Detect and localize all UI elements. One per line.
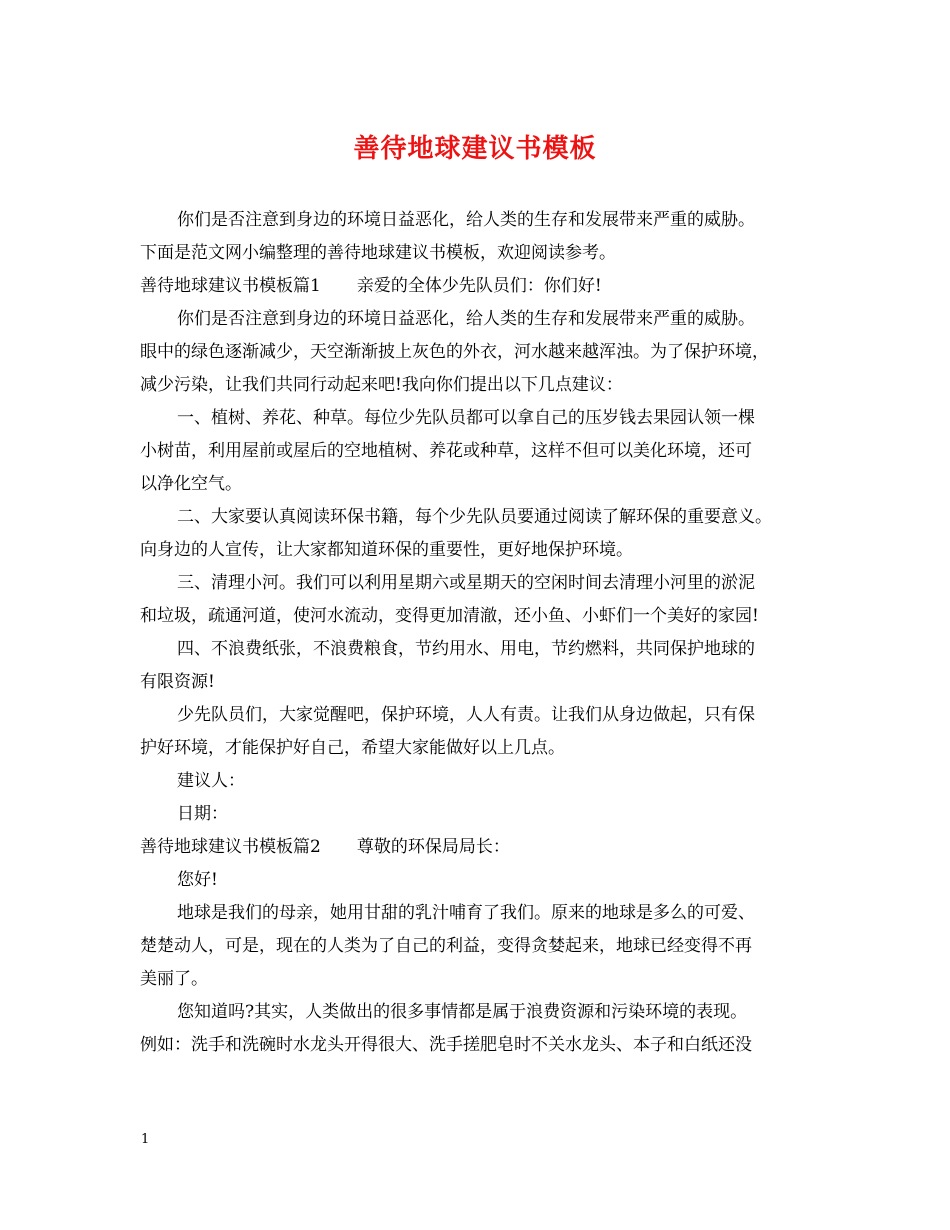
paragraph-line: 以净化空气。 <box>140 474 242 494</box>
paragraph-line: 和垃圾，疏通河道，使河水流动，变得更加清澈，还小鱼、小虾们一个美好的家园! <box>140 606 759 626</box>
document-title: 善待地球建议书模板 <box>353 134 597 164</box>
paragraph-line: 减少污染，让我们共同行动起来吧!我向你们提出以下几点建议： <box>140 375 623 395</box>
paragraph-line: 四、不浪费纸张，不浪费粮食，节约用水、用电，节约燃料，共同保护地球的 <box>177 639 755 659</box>
paragraph-line: 地球是我们的母亲，她用甘甜的乳汁哺育了我们。原来的地球是多么的可爱、 <box>177 903 755 923</box>
paragraph-line: 二、大家要认真阅读环保书籍，每个少先队员要通过阅读了解环保的重要意义。 <box>177 507 772 527</box>
paragraph-line: 小树苗，利用屋前或屋后的空地植树、养花或种草，这样不但可以美化环境，还可 <box>140 441 752 461</box>
paragraph-line: 少先队员们，大家觉醒吧，保护环境，人人有责。让我们从身边做起，只有保 <box>177 705 755 725</box>
paragraph-line: 例如：洗手和洗碗时水龙头开得很大、洗手搓肥皂时不关水龙头、本子和白纸还没 <box>140 1035 752 1055</box>
paragraph-line: 下面是范文网小编整理的善待地球建议书模板，欢迎阅读参考。 <box>140 243 616 263</box>
section-heading: 善待地球建议书模板篇1 <box>140 276 321 296</box>
paragraph-line: 护好环境，才能保护好自己，希望大家能做好以上几点。 <box>140 738 565 758</box>
paragraph-line: 美丽了。 <box>140 969 208 989</box>
paragraph-line: 你们是否注意到身边的环境日益恶化，给人类的生存和发展带来严重的威胁。 <box>177 210 755 230</box>
salutation: 尊敬的环保局局长： <box>356 837 510 857</box>
salutation: 亲爱的全体少先队员们：你们好! <box>356 276 602 296</box>
section-heading-line <box>140 831 812 864</box>
date-label: 日期： <box>177 804 228 824</box>
signature-label: 建议人： <box>177 771 245 791</box>
paragraph-line: 一、植树、养花、种草。每位少先队员都可以拿自己的压岁钱去果园认领一棵 <box>177 408 755 428</box>
document-body <box>140 204 812 1062</box>
paragraph-line: 有限资源! <box>140 672 215 692</box>
paragraph-line: 你们是否注意到身边的环境日益恶化，给人类的生存和发展带来严重的威胁。 <box>177 309 755 329</box>
section-heading-line <box>140 270 812 303</box>
paragraph-line: 眼中的绿色逐渐减少，天空渐渐披上灰色的外衣，河水越来越浑浊。为了保护环境， <box>140 342 769 362</box>
paragraph-line: 三、清理小河。我们可以利用星期六或星期天的空闲时间去清理小河里的淤泥 <box>177 573 755 593</box>
paragraph-line: 您知道吗?其实，人类做出的很多事情都是属于浪费资源和污染环境的表现。 <box>177 1002 748 1022</box>
paragraph-line: 您好! <box>177 870 218 890</box>
page-number: 1 <box>141 1132 150 1147</box>
paragraph-line: 楚楚动人，可是，现在的人类为了自己的利益，变得贪婪起来，地球已经变得不再 <box>140 936 752 956</box>
section-heading: 善待地球建议书模板篇2 <box>140 837 321 857</box>
paragraph-line: 向身边的人宣传，让大家都知道环保的重要性，更好地保护环境。 <box>140 540 633 560</box>
